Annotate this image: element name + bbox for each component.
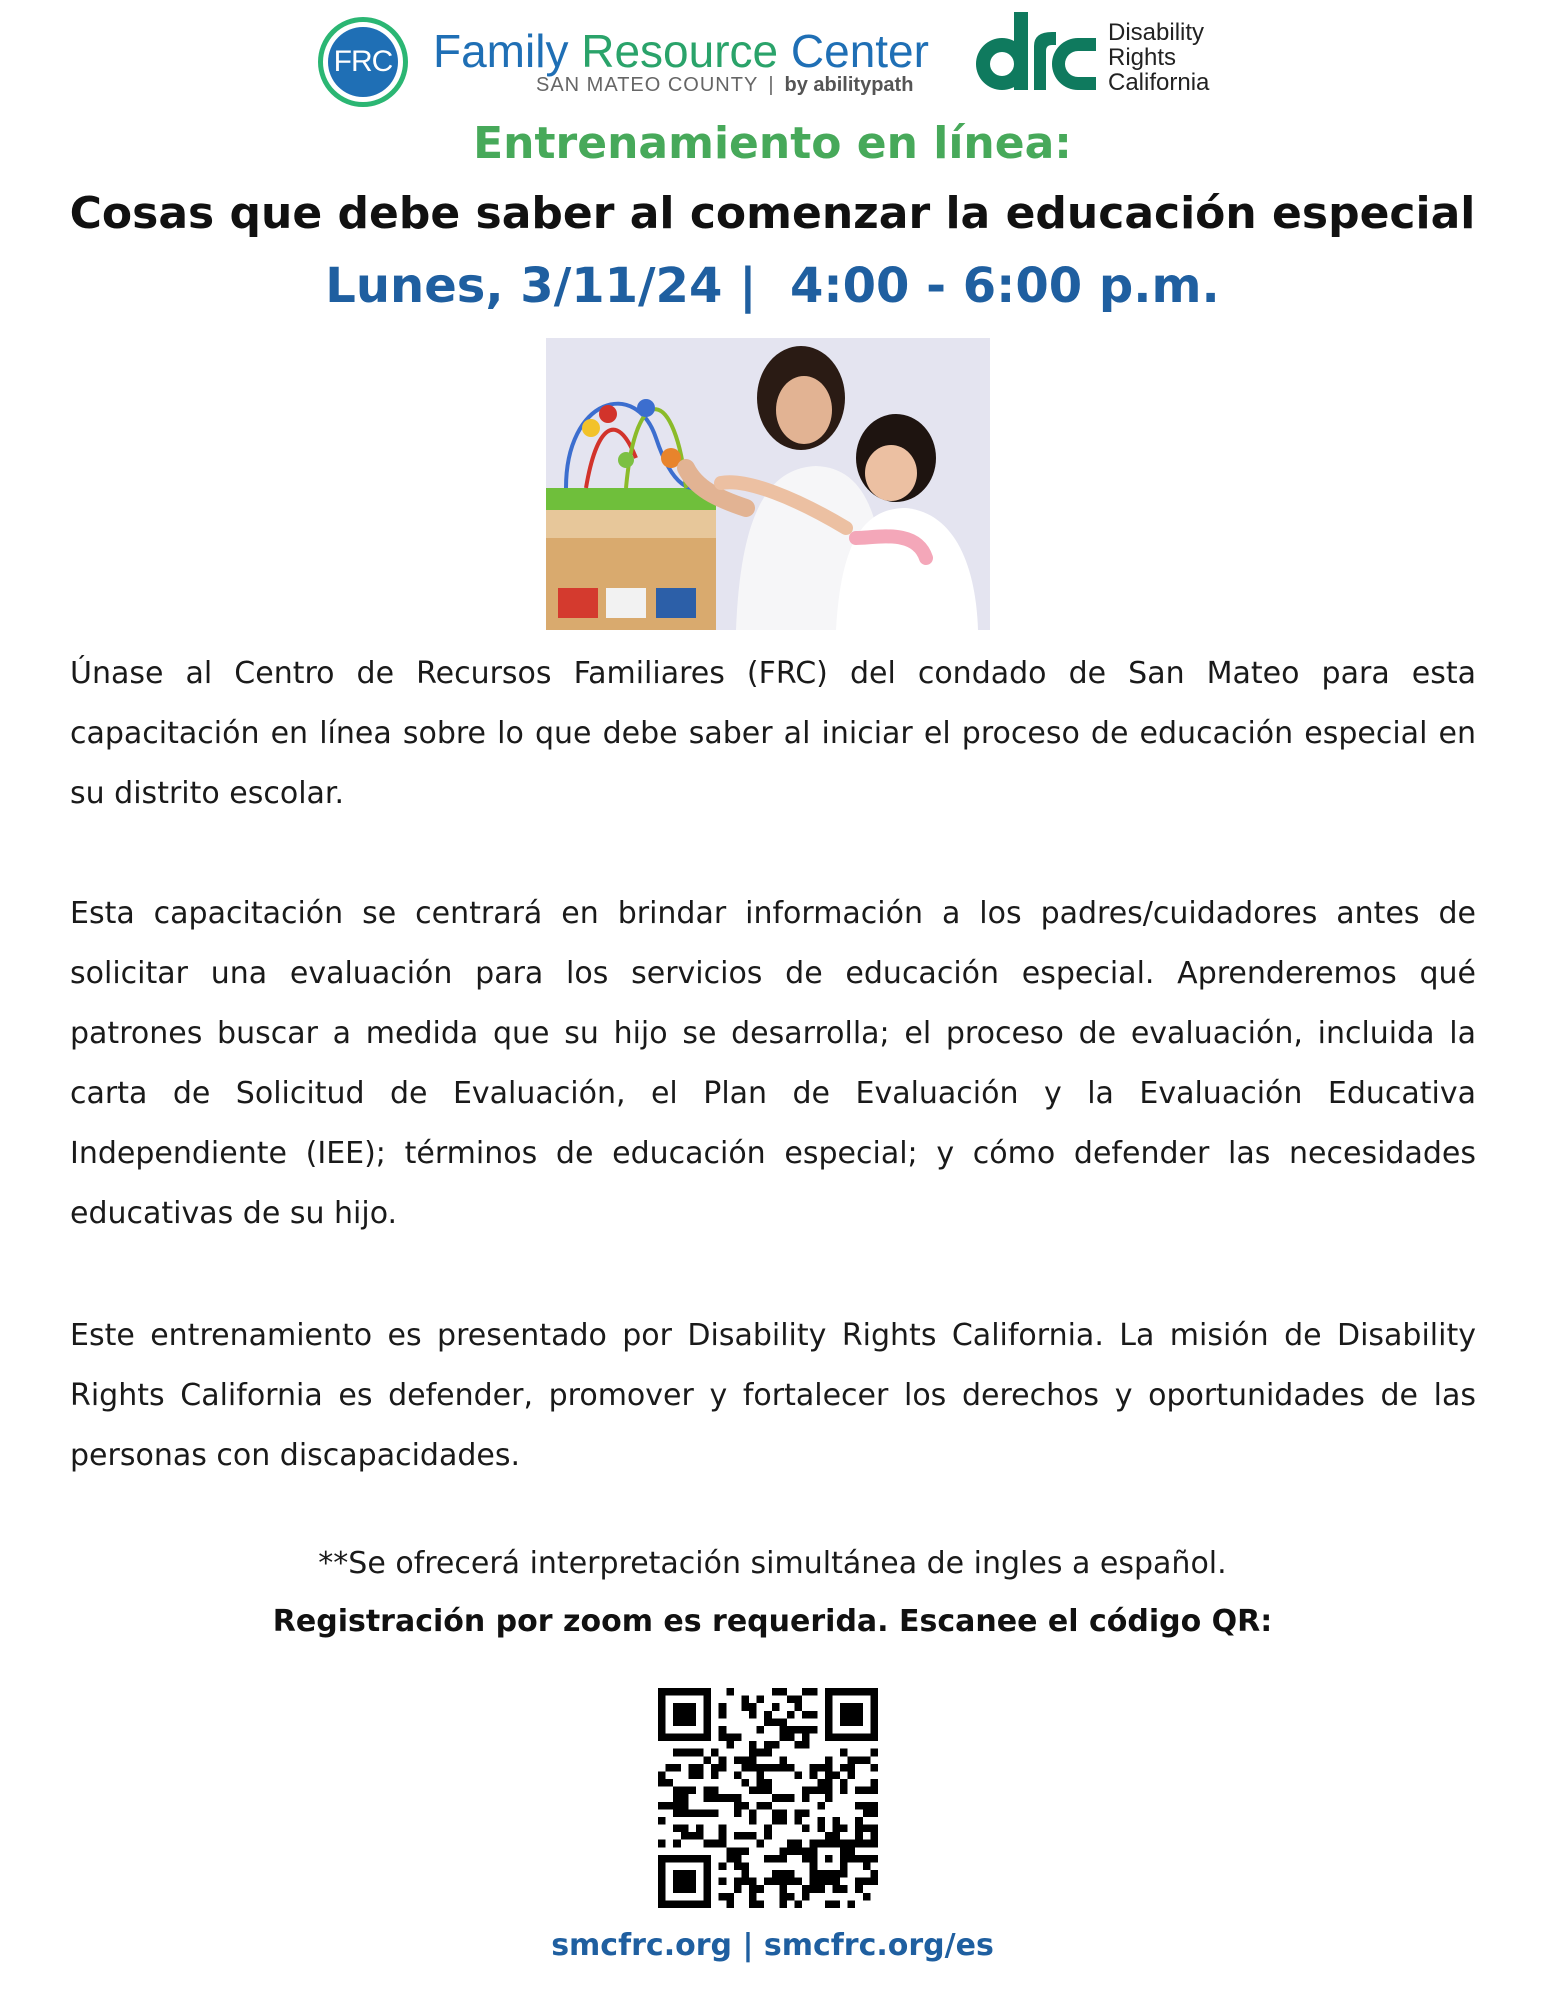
heading-title: Cosas que debe saber al comenzar la educación especial — [69, 188, 1476, 239]
frc-separator: | — [768, 74, 775, 96]
drc-line3: California — [1108, 69, 1210, 96]
frc-name-part1: Family — [433, 25, 582, 77]
heading-online-training: Entrenamiento en línea: — [473, 118, 1072, 169]
frc-name-part3: Center — [778, 25, 929, 77]
drc-name — [1108, 20, 1209, 95]
logo-header — [0, 12, 1545, 107]
presenter-paragraph: Este entrenamiento es presentado por Disability Rights California. La misión de Disability Rights California es defender, promover y fortalecer los derechos y oportunidades de las personas con discapacidades. — [70, 1318, 1476, 1473]
frc-subtitle — [536, 74, 913, 97]
description-paragraph: Esta capacitación se centrará en brindar información a los padres/cuidadores antes de solicitar una evaluación para los servicios de educación especial. Aprenderemos qué patrones buscar a medida que su hijo se desarrolla; el proceso de evaluación, incluida la carta de Solicitud de Evaluación, el Plan de Evaluación y la Evaluación Educativa Independiente (IEE); términos de educación especial; y cómo defender las necesidades educativas de su hijo. — [70, 896, 1476, 1231]
interpretation-note: **Se ofrecerá interpretación simultánea de ingles a español. — [318, 1546, 1227, 1581]
website-links[interactable]: smcfrc.org | smcfrc.org/es — [551, 1928, 994, 1963]
heading-date-time: Lunes, 3/11/24 | 4:00 - 6:00 p.m. — [325, 258, 1220, 314]
registration-instructions: Registración por zoom es requerida. Escanee el código QR: — [272, 1604, 1273, 1639]
frc-name — [433, 24, 929, 78]
drc-logo-icon — [968, 12, 1098, 102]
drc-line1: Disability — [1108, 19, 1205, 46]
frc-county: SAN MATEO COUNTY — [536, 74, 759, 96]
frc-logo-icon — [318, 17, 408, 107]
frc-badge-text: FRC — [328, 27, 398, 97]
frc-by: by abilitypath — [784, 74, 914, 96]
frc-name-part2: Resource — [581, 25, 779, 77]
mother-child-photo — [546, 338, 990, 630]
qr-code-icon[interactable] — [658, 1688, 878, 1908]
drc-line2: Rights — [1108, 44, 1177, 71]
intro-paragraph: Únase al Centro de Recursos Familiares (FRC) del condado de San Mateo para esta capacitación en línea sobre lo que debe saber al iniciar el proceso de educación especial en su distrito escolar. — [70, 656, 1476, 811]
